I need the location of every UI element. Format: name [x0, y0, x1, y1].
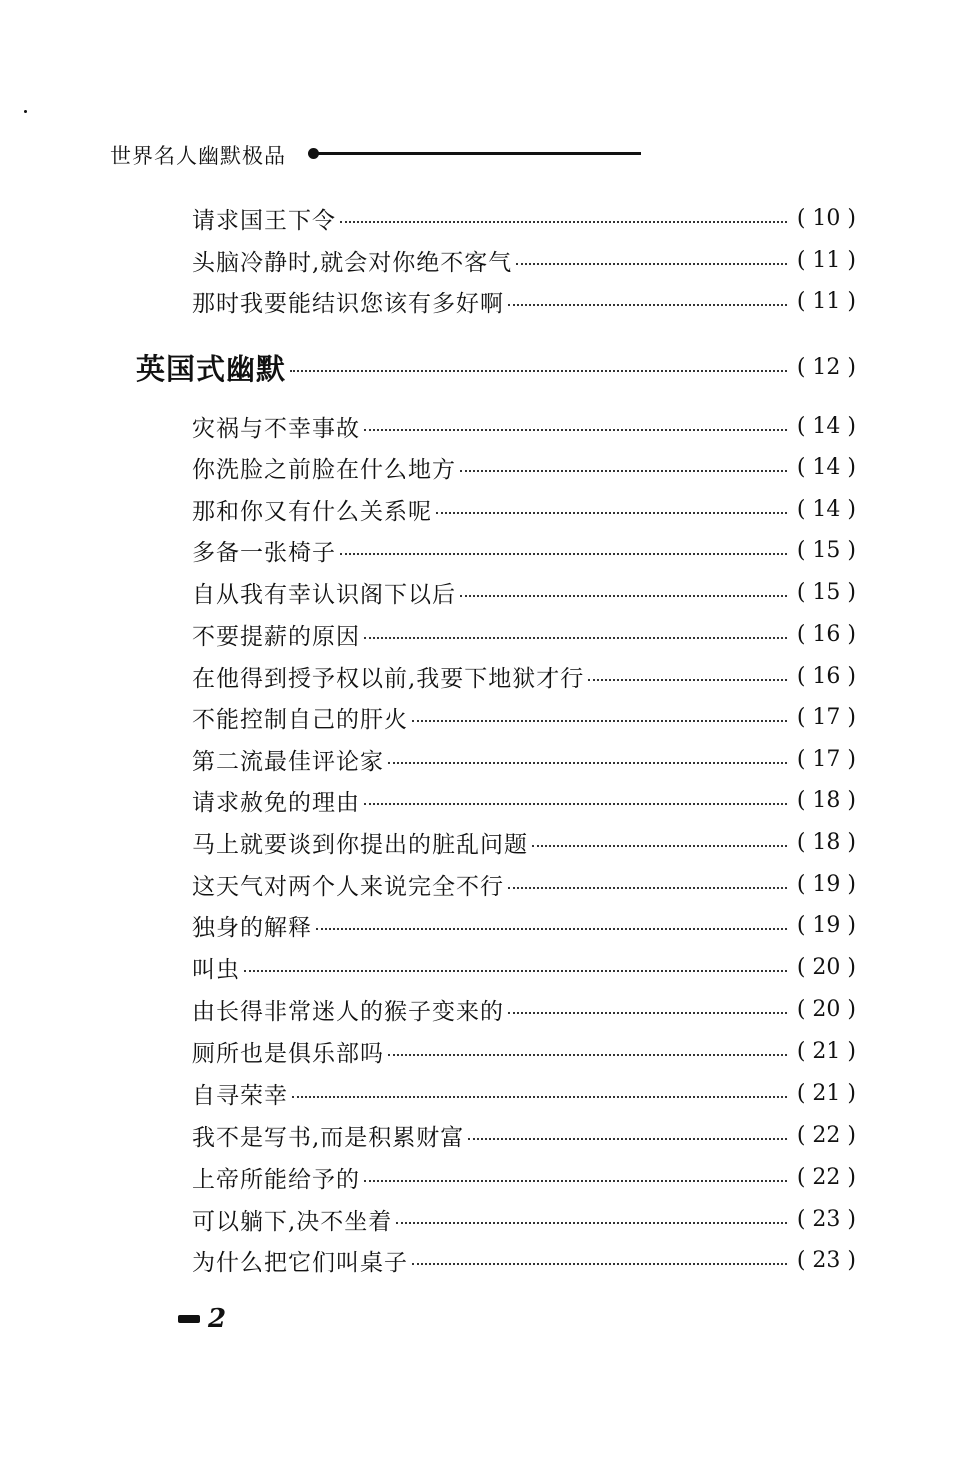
toc-entry — [192, 782, 856, 818]
dot-leader — [364, 429, 787, 431]
toc-entry — [192, 574, 856, 610]
toc-entry-title: 第二流最佳评论家 — [192, 748, 384, 775]
toc-entry — [192, 200, 856, 236]
toc-entry-title: 英国式幽默 — [136, 351, 287, 386]
toc-entry-page: ( 18 ) — [796, 787, 856, 813]
dot-leader — [340, 553, 787, 555]
toc-entry-page: ( 20 ) — [796, 954, 856, 980]
dot-leader — [468, 1138, 787, 1140]
dot-leader — [292, 1096, 787, 1098]
toc-entry — [192, 1075, 856, 1111]
toc-entry — [192, 449, 856, 485]
toc-entry-page: ( 10 ) — [796, 205, 856, 231]
running-header-title: 世界名人幽默极品 — [110, 144, 286, 168]
toc-entry — [192, 1159, 856, 1195]
toc-entry-page: ( 14 ) — [796, 496, 856, 522]
dot-leader — [364, 1180, 787, 1182]
toc-entry-title: 自从我有幸认识阁下以后 — [192, 581, 456, 608]
toc-entry-title: 那时我要能结识您该有多好啊 — [192, 290, 504, 317]
toc-entry-title: 我不是写书,而是积累财富 — [192, 1124, 465, 1151]
dot-leader — [388, 762, 787, 764]
toc-entry-title: 你洗脸之前脸在什么地方 — [192, 456, 456, 483]
toc-entry-page: ( 12 ) — [796, 354, 856, 380]
toc-entry-title: 请求赦免的理由 — [192, 789, 360, 816]
dot-leader — [508, 304, 787, 306]
toc-entry-page: ( 21 ) — [796, 1080, 856, 1106]
toc-entry-title: 由长得非常迷人的猴子变来的 — [192, 998, 504, 1025]
dot-leader — [460, 595, 787, 597]
toc-entry — [192, 491, 856, 527]
toc-entry-title: 马上就要谈到你提出的脏乱问题 — [192, 831, 528, 858]
toc-entry-page: ( 19 ) — [796, 871, 856, 897]
toc-entry — [192, 532, 856, 568]
dot-leader — [460, 470, 787, 472]
toc-entry-title: 在他得到授予权以前,我要下地狱才行 — [192, 665, 585, 692]
dot-leader — [340, 221, 787, 223]
toc-entry — [192, 408, 856, 444]
toc-entry-page: ( 15 ) — [796, 579, 856, 605]
dot-leader — [436, 512, 787, 514]
toc-entry-page: ( 22 ) — [796, 1164, 856, 1190]
dot-leader — [244, 970, 787, 972]
toc-entry — [192, 1033, 856, 1069]
toc-entry-page: ( 20 ) — [796, 996, 856, 1022]
toc-entry-title: 多备一张椅子 — [192, 539, 336, 566]
toc-entry — [192, 949, 856, 985]
toc-entry-title: 上帝所能给予的 — [192, 1166, 360, 1193]
toc-entry — [192, 824, 856, 860]
dot-leader — [412, 1263, 787, 1265]
page-folio — [178, 1304, 226, 1334]
toc-entry — [192, 283, 856, 319]
dot-leader — [364, 637, 787, 639]
toc-entry-title: 自寻荣幸 — [192, 1082, 288, 1109]
toc-entry-page: ( 11 ) — [796, 247, 856, 273]
folio-ornament-icon — [178, 1315, 200, 1323]
toc-entry-page: ( 16 ) — [796, 663, 856, 689]
dot-leader — [412, 720, 787, 722]
toc-entry — [192, 907, 856, 943]
dot-leader — [532, 845, 787, 847]
toc-entry-title: 不能控制自己的肝火 — [192, 706, 408, 733]
toc-entry — [192, 658, 856, 694]
dot-leader — [588, 679, 787, 681]
toc-entry-page: ( 14 ) — [796, 454, 856, 480]
toc-entry-title: 请求国王下令 — [192, 207, 336, 234]
dot-leader — [388, 1054, 787, 1056]
toc-entry-page: ( 23 ) — [796, 1247, 856, 1273]
toc-entry-title: 那和你又有什么关系呢 — [192, 498, 432, 525]
toc-entry — [192, 741, 856, 777]
dot-leader — [316, 928, 787, 930]
toc-entry-page: ( 11 ) — [796, 288, 856, 314]
dot-leader — [508, 1012, 787, 1014]
toc-entry — [192, 699, 856, 735]
toc-entry-page: ( 16 ) — [796, 621, 856, 647]
toc-entry — [192, 1242, 856, 1278]
toc-entry-title: 独身的解释 — [192, 914, 312, 941]
toc-entry-page: ( 18 ) — [796, 829, 856, 855]
toc-entry-title: 可以躺下,决不坐着 — [192, 1208, 393, 1235]
dot-leader — [396, 1222, 787, 1224]
toc-entry-page: ( 22 ) — [796, 1122, 856, 1148]
page-number: 2 — [208, 1304, 227, 1334]
toc-entry-page: ( 21 ) — [796, 1038, 856, 1064]
dot-leader — [364, 803, 787, 805]
toc-entry — [192, 1117, 856, 1153]
toc-entry — [192, 616, 856, 652]
dot-leader — [508, 887, 787, 889]
toc-entry-title: 厕所也是俱乐部吗 — [192, 1040, 384, 1067]
toc-entry — [192, 991, 856, 1027]
toc-entry-page: ( 14 ) — [796, 413, 856, 439]
toc-entry-page: ( 17 ) — [796, 704, 856, 730]
toc-entry-title: 不要提薪的原因 — [192, 623, 360, 650]
toc-entry-title: 这天气对两个人来说完全不行 — [192, 873, 504, 900]
toc-entry-page: ( 17 ) — [796, 746, 856, 772]
toc-entry-title: 为什么把它们叫桌子 — [192, 1249, 408, 1276]
toc-section-heading — [136, 346, 856, 388]
dot-leader — [290, 370, 787, 372]
toc-entry-page: ( 15 ) — [796, 537, 856, 563]
dot-leader — [516, 263, 787, 265]
toc-entry-page: ( 19 ) — [796, 912, 856, 938]
toc-entry — [192, 866, 856, 902]
toc-entry-page: ( 23 ) — [796, 1206, 856, 1232]
toc-entry — [192, 1201, 856, 1237]
toc-entry — [192, 242, 856, 278]
toc-entry-title: 头脑冷静时,就会对你绝不客气 — [192, 249, 513, 276]
toc-entry-title: 灾祸与不幸事故 — [192, 415, 360, 442]
toc-entry-title: 叫虫 — [192, 956, 240, 983]
